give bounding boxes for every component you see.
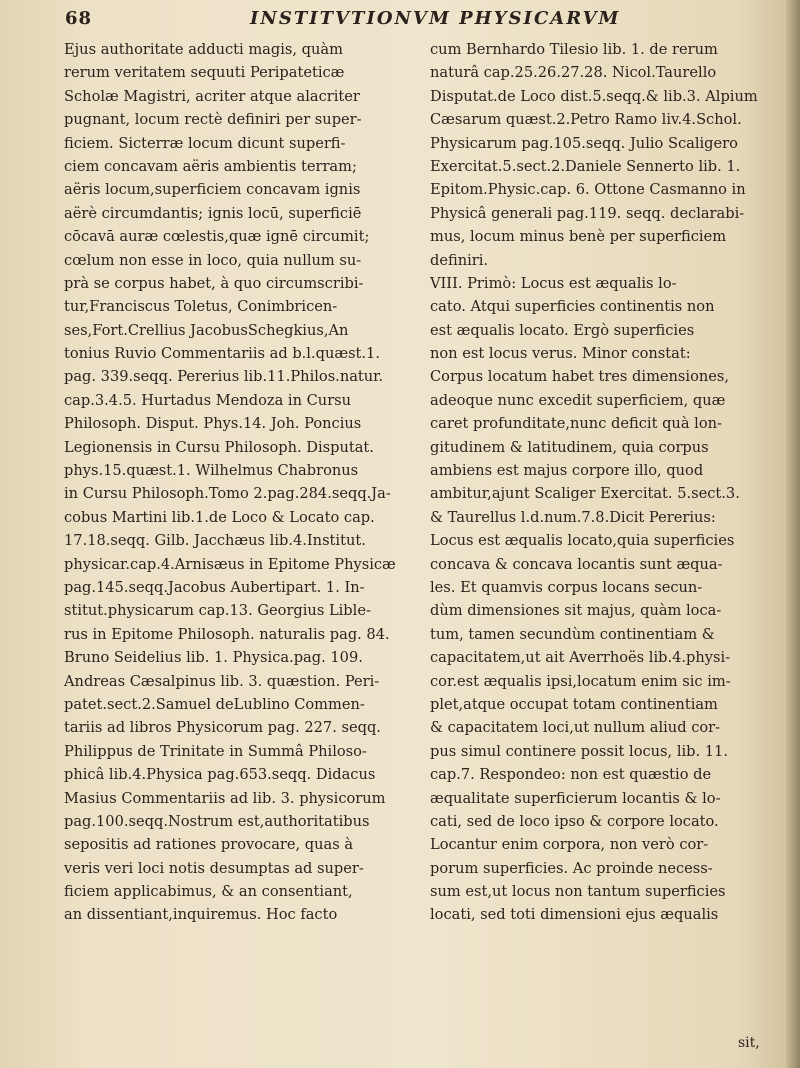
- text-line: tonius Ruvio Commentariis ad b.l.quæst.1.: [64, 345, 380, 363]
- text-line: phicâ lib.4.Physica pag.653.seqq. Didacus: [64, 766, 376, 784]
- text-line: pag.100.seqq.Nostrum est,authoritatibus: [64, 812, 370, 830]
- text-line: Corpus locatum habet tres dimensiones,: [430, 368, 730, 386]
- text-line: cobus Martini lib.1.de Loco & Locato cap.: [64, 508, 375, 526]
- text-line: in Cursu Philosoph.Tomo 2.pag.284.seqq.Ja-: [64, 485, 391, 503]
- text-line: Bruno Seidelius lib. 1. Physica.pag. 109.: [64, 649, 363, 667]
- text-line: porum superficies. Ac proinde necess-: [430, 859, 713, 877]
- text-line: Exercitat.5.sect.2.Daniele Sennerto lib. 1.: [430, 157, 741, 175]
- text-line: Philippus de Trinitate in Summâ Philoso-: [64, 742, 367, 760]
- text-line: rus in Epitome Philosoph. naturalis pag. 84.: [64, 625, 390, 643]
- text-line: cōcavā auræ cœlestis,quæ ignē circumit;: [64, 228, 370, 246]
- text-line: patet.sect.2.Samuel deLublino Commen-: [64, 695, 365, 713]
- page-edge: [786, 0, 800, 1068]
- text-line: & Taurellus l.d.num.7.8.Dicit Pererius:: [430, 508, 716, 526]
- text-line: cum Bernhardo Tilesio lib. 1. de rerum: [430, 41, 718, 58]
- text-line: adeoque nunc excedit superficiem, quæ: [430, 391, 726, 409]
- page-number: 68: [65, 8, 93, 29]
- text-line: gitudinem & latitudinem, quia corpus: [430, 438, 709, 456]
- text-line: tum, tamen secundùm continentiam &: [430, 625, 715, 643]
- text-line: Epitom.Physic.cap. 6. Ottone Casmanno in: [430, 181, 746, 199]
- text-line: Ejus authoritate adducti magis, quàm: [64, 41, 343, 58]
- text-line: Disputat.de Loco dist.5.seqq.& lib.3. Alpium: [430, 87, 758, 105]
- text-line: definiri.: [430, 251, 489, 269]
- text-line: pugnant, locum rectè definiri per super-: [64, 111, 362, 129]
- text-line: Scholæ Magistri, acriter atque alacriter: [64, 87, 360, 105]
- text-line: Physicâ generali pag.119. seqq. declarabi-: [430, 204, 745, 222]
- text-line: tur,Franciscus Toletus, Conimbricen-: [64, 298, 338, 316]
- text-line: pus simul continere possit locus, lib. 11.: [430, 742, 728, 760]
- text-line: an dissentiant,inquiremus. Hoc facto: [64, 906, 338, 924]
- text-line: aëris locum,superficiem concavam ignis: [64, 181, 361, 199]
- text-line: tariis ad libros Physicorum pag. 227. seqq.: [64, 719, 381, 737]
- text-line: les. Et quamvis corpus locans secun-: [430, 578, 703, 596]
- text-line: Locus est æqualis locato,quia superficies: [430, 532, 735, 550]
- text-line: naturâ cap.25.26.27.28. Nicol.Taurello: [430, 64, 717, 82]
- text-line: Philosoph. Disput. Phys.14. Joh. Poncius: [64, 415, 362, 433]
- left-text-column: [64, 38, 404, 927]
- text-line: pag.145.seqq.Jacobus Aubertipart. 1. In-: [64, 578, 365, 596]
- text-line: cœlum non esse in loco, quia nullum su-: [64, 251, 362, 269]
- text-line: Cæsarum quæst.2.Petro Ramo liv.4.Schol.: [430, 111, 742, 129]
- text-line: locati, sed toti dimensioni ejus æqualis: [430, 906, 719, 924]
- text-line: ambiens est majus corpore illo, quod: [430, 462, 704, 480]
- text-line: æqualitate superficierum locantis & lo-: [430, 789, 721, 807]
- text-line: caret profunditate,nunc deficit quà lon-: [430, 415, 722, 433]
- text-line: ciem concavam aëris ambientis terram;: [64, 157, 357, 175]
- text-line: aërè circumdantis; ignis locū, superficiē: [64, 204, 362, 222]
- text-line: stitut.physicarum cap.13. Georgius Lible-: [64, 602, 371, 620]
- text-line: ses,Fort.Crellius JacobusSchegkius,An: [64, 321, 349, 339]
- text-line: capacitatem,ut ait Averrhoës lib.4.physi-: [430, 649, 731, 667]
- text-line: sepositis ad rationes provocare, quas à: [64, 836, 354, 854]
- text-line: phys.15.quæst.1. Wilhelmus Chabronus: [64, 462, 359, 480]
- text-line: cap.7. Respondeo: non est quæstio de: [430, 766, 712, 784]
- text-line: Legionensis in Cursu Philosoph. Disputat.: [64, 438, 374, 456]
- text-line: prà se corpus habet, à quo circumscribi-: [64, 274, 364, 292]
- right-text-column: [430, 38, 770, 927]
- text-line: Masius Commentariis ad lib. 3. physicorum: [64, 789, 386, 807]
- text-line: & capacitatem loci,ut nullum aliud cor-: [430, 719, 721, 737]
- text-line: non est locus verus. Minor constat:: [430, 345, 691, 363]
- text-line: rerum veritatem sequuti Peripateticæ: [64, 64, 345, 82]
- text-line: 17.18.seqq. Gilb. Jacchæus lib.4.Institut.: [64, 532, 366, 550]
- text-line: cati, sed de loco ipso & corpore locato.: [430, 812, 719, 830]
- text-line: cato. Atqui superficies continentis non: [430, 298, 715, 316]
- text-line: physicar.cap.4.Arnisæus in Epitome Physicæ: [64, 555, 396, 573]
- text-line: ficiem applicabimus, & an consentiant,: [64, 883, 353, 901]
- text-line: sum est,ut locus non tantum superficies: [430, 883, 726, 901]
- text-line: pag. 339.seqq. Pererius lib.11.Philos.natur.: [64, 368, 384, 386]
- text-line: ambitur,ajunt Scaliger Exercitat. 5.sect.3.: [430, 485, 740, 503]
- text-line: VIII. Primò: Locus est æqualis lo-: [430, 274, 677, 292]
- catchword: sit,: [738, 1035, 760, 1051]
- text-line: plet,atque occupat totam continentiam: [430, 695, 718, 713]
- text-line: cor.est æqualis ipsi,locatum enim sic im-: [430, 672, 731, 690]
- running-title: INSTITVTIONVM PHYSICARVM: [250, 8, 621, 29]
- text-line: veris veri loci notis desumptas ad super-: [64, 859, 364, 877]
- text-line: Andreas Cæsalpinus lib. 3. quæstion. Peri-: [64, 672, 380, 690]
- text-line: dùm dimensiones sit majus, quàm loca-: [430, 602, 722, 620]
- text-line: mus, locum minus benè per superficiem: [430, 228, 727, 246]
- text-line: ficiem. Sicterræ locum dicunt superfi-: [64, 134, 346, 152]
- page-header: [60, 6, 760, 34]
- text-line: Locantur enim corpora, non verò cor-: [430, 836, 709, 854]
- text-line: cap.3.4.5. Hurtadus Mendoza in Cursu: [64, 391, 352, 409]
- text-line: Physicarum pag.105.seqq. Julio Scaligero: [430, 134, 738, 152]
- text-line: concava & concava locantis sunt æqua-: [430, 555, 723, 573]
- text-line: est æqualis locato. Ergò superficies: [430, 321, 695, 339]
